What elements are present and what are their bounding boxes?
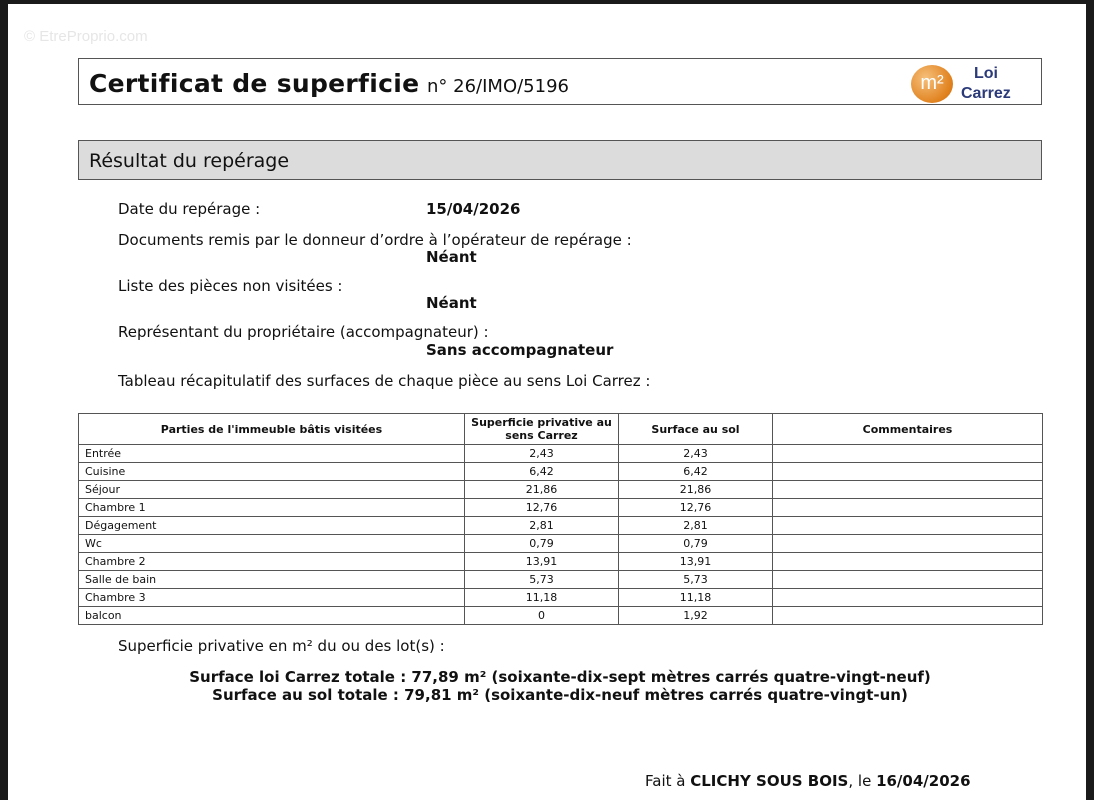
documents-label: Documents remis par le donneur d’ordre à l’opérateur de repérage :	[118, 231, 632, 249]
fait-prefix: Fait à	[645, 772, 691, 790]
section-header	[78, 140, 1042, 180]
logo-line-2: Carrez	[961, 85, 1011, 102]
table-row	[79, 517, 1043, 535]
sol-value: 6,42	[619, 463, 773, 481]
room-name: Chambre 2	[79, 553, 465, 571]
sol-value: 13,91	[619, 553, 773, 571]
documents-value: Néant	[426, 248, 477, 266]
carrez-value: 6,42	[465, 463, 619, 481]
certificate-number: n° 26/IMO/5196	[427, 76, 569, 97]
comment-cell	[773, 589, 1043, 607]
sol-value: 2,81	[619, 517, 773, 535]
document-title: Certificat de superficie	[89, 69, 420, 98]
sol-value: 0,79	[619, 535, 773, 553]
sol-value: 1,92	[619, 607, 773, 625]
table-header-row	[79, 414, 1043, 445]
rooms-label: Liste des pièces non visitées :	[118, 277, 343, 295]
sol-value: 21,86	[619, 481, 773, 499]
carrez-value: 12,76	[465, 499, 619, 517]
sol-value: 5,73	[619, 571, 773, 589]
table-row	[79, 607, 1043, 625]
col-header-parts: Parties de l'immeuble bâtis visitées	[79, 414, 465, 445]
logo-line-1: Loi	[974, 65, 998, 82]
date-value: 15/04/2026	[426, 200, 521, 218]
room-name: Wc	[79, 535, 465, 553]
sol-value: 2,43	[619, 445, 773, 463]
comment-cell	[773, 571, 1043, 589]
comment-cell	[773, 463, 1043, 481]
table-intro: Tableau récapitulatif des surfaces de chaque pièce au sens Loi Carrez :	[118, 372, 651, 390]
representative-label: Représentant du propriétaire (accompagnateur) :	[118, 323, 489, 341]
room-name: Dégagement	[79, 517, 465, 535]
title-box	[78, 58, 1042, 105]
carrez-value: 0	[465, 607, 619, 625]
table-row	[79, 535, 1043, 553]
table-row	[79, 553, 1043, 571]
section-title: Résultat du repérage	[89, 150, 290, 172]
comment-cell	[773, 499, 1043, 517]
col-header-comments: Commentaires	[773, 414, 1043, 445]
sol-value: 11,18	[619, 589, 773, 607]
comment-cell	[773, 481, 1043, 499]
room-name: Chambre 3	[79, 589, 465, 607]
col-header-sol: Surface au sol	[619, 414, 773, 445]
carrez-value: 0,79	[465, 535, 619, 553]
table-row	[79, 463, 1043, 481]
col-header-carrez: Superficie privative au sens Carrez	[465, 414, 619, 445]
comment-cell	[773, 553, 1043, 571]
comment-cell	[773, 445, 1043, 463]
carrez-value: 21,86	[465, 481, 619, 499]
carrez-total: Surface loi Carrez totale : 77,89 m² (soixante-dix-sept mètres carrés quatre-vingt-neuf)	[189, 668, 931, 686]
carrez-value: 2,43	[465, 445, 619, 463]
city: CLICHY SOUS BOIS	[690, 772, 849, 790]
representative-value: Sans accompagnateur	[426, 341, 614, 359]
fait-middle: , le	[848, 772, 877, 790]
room-name: Séjour	[79, 481, 465, 499]
table-row	[79, 571, 1043, 589]
table-row	[79, 445, 1043, 463]
carrez-value: 2,81	[465, 517, 619, 535]
signature-line	[645, 772, 971, 790]
rooms-value: Néant	[426, 294, 477, 312]
date-label: Date du repérage :	[118, 200, 261, 218]
table-row	[79, 481, 1043, 499]
carrez-value: 13,91	[465, 553, 619, 571]
room-name: Entrée	[79, 445, 465, 463]
room-name: Cuisine	[79, 463, 465, 481]
carrez-value: 5,73	[465, 571, 619, 589]
table-row	[79, 499, 1043, 517]
room-name: Salle de bain	[79, 571, 465, 589]
comment-cell	[773, 607, 1043, 625]
document-page	[8, 4, 1086, 800]
loi-carrez-logo	[911, 63, 1021, 103]
signature-date: 16/04/2026	[876, 772, 971, 790]
sol-value: 12,76	[619, 499, 773, 517]
table-row	[79, 589, 1043, 607]
totals-block	[78, 668, 1042, 704]
m2-logo-icon: m²	[911, 65, 953, 103]
surface-table	[78, 413, 1043, 625]
sol-total: Surface au sol totale : 79,81 m² (soixante-dix-neuf mètres carrés quatre-vingt-un)	[212, 686, 908, 704]
room-name: balcon	[79, 607, 465, 625]
comment-cell	[773, 535, 1043, 553]
watermark: © EtreProprio.com	[24, 28, 148, 45]
carrez-value: 11,18	[465, 589, 619, 607]
room-name: Chambre 1	[79, 499, 465, 517]
comment-cell	[773, 517, 1043, 535]
summary-label: Superficie privative en m² du ou des lot(s) :	[118, 637, 445, 655]
